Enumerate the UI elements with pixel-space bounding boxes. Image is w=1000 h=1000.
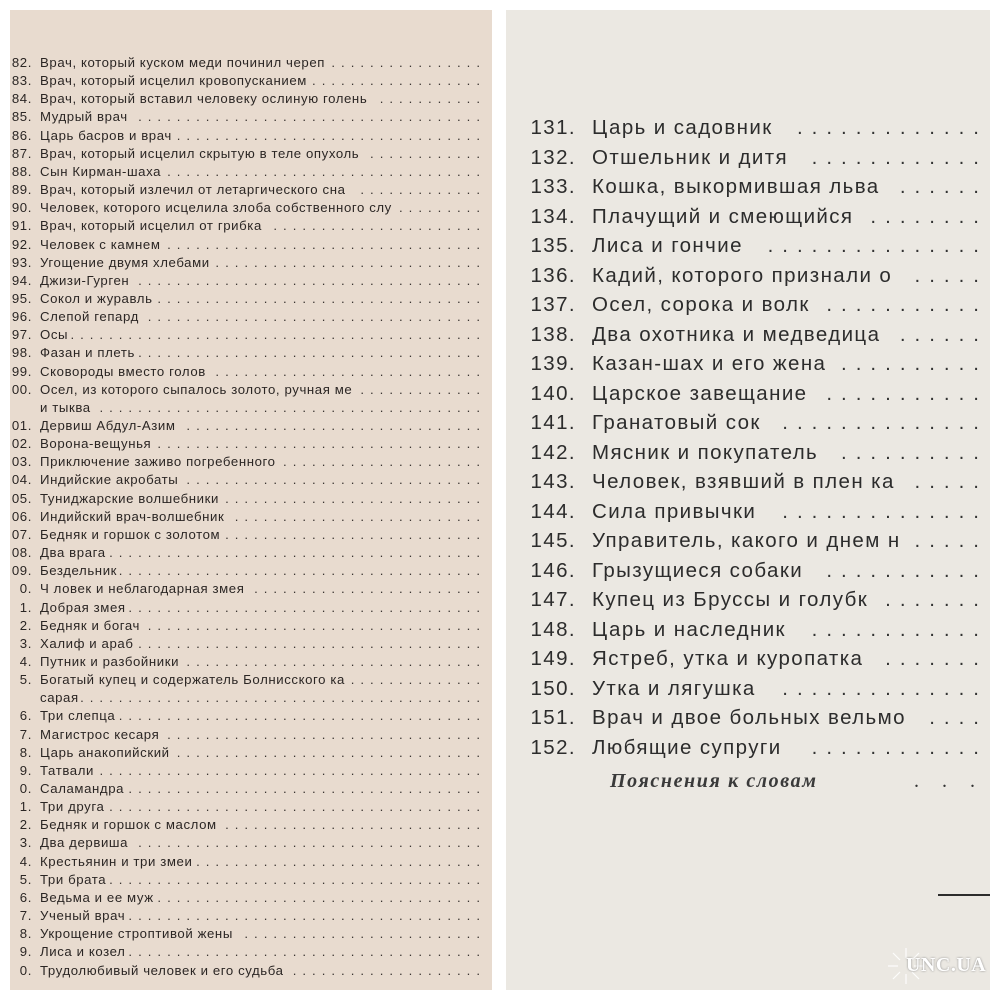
leader-dots: .............. — [782, 676, 988, 700]
entry-title: Осел, сорока и волк — [592, 293, 810, 316]
leader-dots: ........... — [379, 91, 486, 107]
entry-number: 86. — [11, 127, 32, 143]
entry-title: Два охотника и медведица — [592, 322, 881, 346]
entry-title: Царь анакопийский — [40, 744, 170, 760]
leader-dots: ..... — [914, 263, 988, 287]
entry-number: 06. — [11, 508, 32, 524]
entry-number: 9. — [19, 944, 32, 960]
leader-dots: ................................. — [167, 163, 486, 179]
entry-title: Индийские акробаты — [40, 472, 179, 488]
leader-dots: ..... — [914, 470, 988, 493]
leader-dots: ..... — [914, 529, 988, 552]
leader-dots: .................................. — [157, 889, 486, 905]
entry-number: 2. — [19, 817, 32, 833]
entry-title: Бедняк и горшок с золотом — [40, 526, 221, 542]
entry-title: Три слепца — [40, 708, 116, 724]
entry-title: Саламандра — [40, 781, 125, 796]
entry-number: 6. — [19, 889, 32, 905]
leader-dots: ........................... — [225, 526, 486, 542]
leader-dots: ............ — [811, 735, 988, 759]
entry-title: Крестьянин и три змеи — [40, 853, 193, 869]
entry-title: Царь басров и врач — [40, 127, 172, 143]
leader-dots: ..................................... — [128, 908, 486, 924]
entry-number: 1. — [19, 799, 32, 815]
leader-dots: ........................... — [225, 490, 486, 506]
entry-title: Осел, из которого сыпалось золото, ручная ме — [40, 381, 353, 397]
entry-number: 92. — [11, 236, 32, 252]
entry-number: 89. — [11, 182, 32, 198]
entry-title: Фазан и плеть — [40, 345, 136, 361]
entry-number: 0. — [19, 781, 32, 796]
entry-title: Мясник и покупатель — [592, 440, 819, 464]
entry-number: 145. — [530, 529, 576, 552]
entry-number: 131. — [530, 116, 576, 139]
leader-dots: ............ — [811, 145, 988, 169]
leader-dots: ..................................... — [128, 944, 486, 960]
entry-title: Врач, который вставил человеку ослиную голень — [40, 91, 368, 107]
entry-title: Бедняк и горшок с маслом — [40, 817, 217, 833]
leader-dots: .... — [929, 706, 988, 729]
leader-dots: .................................. — [157, 290, 486, 306]
entry-number: 1. — [19, 599, 32, 615]
leader-dots: ....................................... — [109, 871, 486, 887]
entry-title: Любящие супруги — [592, 735, 782, 759]
entry-number: 9. — [19, 762, 32, 778]
leader-dots: .......................... — [234, 508, 486, 524]
entry-number: 01. — [11, 418, 32, 433]
entry-number: 143. — [530, 470, 576, 493]
leader-dots: ....................................... — [109, 799, 486, 815]
entry-title: Сковороды вместо голов — [40, 363, 206, 379]
entry-title: Туниджарские волшебники — [40, 490, 219, 506]
entry-number: 5. — [19, 871, 32, 887]
entry-title: Богатый купец и содержатель Болнисского ка — [40, 672, 345, 688]
leader-dots: ....... — [885, 588, 988, 611]
entry-title: Трудолюбивый человек и его судьба — [40, 962, 284, 978]
entry-number: 132. — [530, 145, 576, 169]
entry-number: 98. — [11, 345, 32, 361]
entry-title: Лиса и гончие — [592, 234, 743, 257]
entry-number: 138. — [530, 322, 576, 346]
entry-number: 137. — [530, 293, 576, 316]
leader-dots: .................... — [292, 962, 486, 978]
entry-title: Индийский врач-волшебник — [40, 508, 225, 524]
leader-dots: ..................................... — [128, 781, 486, 796]
entry-number: 05. — [11, 490, 32, 506]
entry-number: 146. — [530, 558, 576, 582]
leader-dots: ...................................... — [118, 708, 486, 724]
entry-number: 82. — [11, 55, 32, 70]
left-page-toc — [10, 10, 492, 990]
leader-dots: ........................................ — [99, 399, 486, 415]
entry-number: 95. — [11, 290, 32, 306]
entry-title: Кошка, выкормившая льва — [592, 175, 880, 198]
entry-title: Три брата — [40, 871, 107, 887]
entry-title: Врач, который куском меди починил череп — [40, 55, 326, 70]
horizontal-rule — [938, 894, 990, 896]
entry-number: 08. — [11, 545, 32, 561]
entry-number: 03. — [11, 454, 32, 470]
entry-title: Гранатовый сок — [592, 411, 761, 434]
entry-number: 150. — [530, 676, 576, 700]
entry-title: Грызущиеся собаки — [592, 558, 804, 582]
entry-title: Отшельник и дитя — [592, 145, 789, 169]
leader-dots: ............. — [360, 381, 486, 397]
leader-dots: .................................. — [157, 436, 486, 452]
leader-dots: ........... — [826, 293, 988, 316]
entry-number: 148. — [530, 617, 576, 641]
entry-number: 83. — [11, 73, 32, 89]
leader-dots: .............................. — [196, 853, 486, 869]
leader-dots: .............. — [782, 499, 988, 523]
watermark — [886, 940, 990, 990]
entry-title: сарая — [40, 690, 79, 706]
entry-title: Татвали — [40, 762, 94, 778]
entry-number: 136. — [530, 263, 576, 287]
leader-dots: ............................... — [186, 472, 486, 488]
entry-title: Царь и наследник — [592, 617, 786, 641]
leader-dots: ...................... — [273, 218, 486, 234]
leader-dots: ............................... — [186, 653, 486, 669]
entry-number: 144. — [530, 499, 576, 523]
leader-dots: ..................................... — [128, 599, 486, 615]
leader-dots: ........... — [826, 381, 988, 405]
entry-number: 96. — [11, 309, 32, 325]
leader-dots: ..................... — [283, 454, 486, 470]
entry-number: 5. — [19, 672, 32, 688]
leader-dots: ............................ — [215, 254, 486, 270]
entry-title: Кадий, которого признали о — [592, 263, 893, 287]
entry-title: Джизи-Гурген — [40, 272, 130, 288]
entry-number: 02. — [11, 436, 32, 452]
entry-number: 4. — [19, 653, 32, 669]
entry-title: Человек, которого исцелила злоба собственного слу — [40, 200, 392, 216]
leader-dots: ............................ — [215, 363, 486, 379]
entry-title: Слепой гепард — [40, 309, 139, 325]
entry-title: Путник и разбойники — [40, 653, 180, 669]
leader-dots: ...... — [899, 175, 988, 198]
entry-title: Врач, который исцелил скрытую в теле опухоль — [40, 145, 360, 161]
entry-title: Сила привычки — [592, 499, 757, 523]
entry-number: 3. — [19, 835, 32, 851]
entry-number: 6. — [19, 708, 32, 724]
entry-title: Угощение двумя хлебами — [40, 254, 210, 270]
entry-number: 07. — [11, 526, 32, 542]
leader-dots: ........... — [826, 558, 988, 582]
entry-title: Осы — [40, 327, 69, 343]
leader-dots: ....................................... — [109, 545, 486, 561]
entry-title: Магистрос кесаря — [40, 726, 160, 742]
entry-number: 8. — [19, 744, 32, 760]
entry-number: 93. — [11, 254, 32, 270]
leader-dots: ......... — [399, 200, 486, 216]
entry-title: Купец из Бруссы и голубк — [592, 588, 869, 611]
leader-dots: ......................... — [244, 926, 486, 942]
leader-dots: ........................ — [254, 581, 486, 597]
entry-number: 140. — [530, 381, 576, 405]
leader-dots: ............................... — [186, 418, 486, 433]
entry-number: 135. — [530, 234, 576, 257]
leader-dots: .................................... — [138, 835, 486, 851]
entry-title: Два дервиша — [40, 835, 129, 851]
entry-title: Добрая змея — [40, 599, 126, 615]
footer-note: Пояснения к словам — [610, 770, 818, 792]
entry-title: Сын Кирман-шаха — [40, 163, 162, 179]
entry-title: Человек, взявший в плен ка — [592, 470, 895, 493]
entry-number: 152. — [530, 735, 576, 759]
leader-dots: ................................. — [167, 726, 486, 742]
leader-dots: ............ — [370, 145, 486, 161]
entry-number: 133. — [530, 175, 576, 198]
leader-dots: ...... — [899, 322, 988, 346]
leader-dots: ............... — [767, 234, 988, 257]
entry-number: 7. — [19, 908, 32, 924]
entry-number: 3. — [19, 635, 32, 651]
leader-dots: ................ — [331, 55, 486, 70]
entry-number: 91. — [11, 218, 32, 234]
entry-number: 00. — [11, 381, 32, 397]
entry-title: Врач, который исцелил от грибка — [40, 218, 262, 234]
entry-title: Сокол и журавль — [40, 290, 153, 306]
entry-number: 09. — [11, 563, 32, 579]
entry-title: Ворона-вещунья — [40, 436, 152, 452]
entry-title: Два врага — [40, 545, 106, 561]
leader-dots: ................................. — [167, 236, 486, 252]
entry-title: Казан-шах и его жена — [592, 352, 827, 375]
entry-title: Бездельник — [40, 563, 118, 579]
leader-dots: .............. — [782, 411, 988, 434]
entry-title: Врач, который излечил от летаргического сна — [40, 182, 346, 198]
leader-dots: .................................... — [138, 345, 486, 361]
leader-dots: ................................... — [147, 617, 486, 633]
entry-number: 84. — [11, 91, 32, 107]
entry-title: Лиса и козел — [40, 944, 126, 960]
entry-number: 0. — [19, 962, 32, 978]
entry-number: 90. — [11, 200, 32, 216]
entry-number: 04. — [11, 472, 32, 488]
entry-number: 94. — [11, 272, 32, 288]
entry-title: Приключение заживо погребенного — [40, 454, 276, 470]
entry-title: Врач и двое больных вельмо — [592, 706, 906, 729]
leader-dots: ....... — [885, 647, 988, 670]
entry-title: Три друга — [40, 799, 105, 815]
leader-dots: ........................................... — [70, 327, 486, 343]
entry-number: 85. — [11, 109, 32, 125]
leader-dots: .................................... — [138, 635, 486, 651]
leader-dots: ................................ — [176, 744, 486, 760]
leader-dots: ........................................ — [99, 762, 486, 778]
entry-title: Человек с камнем — [40, 236, 161, 252]
entry-number: 87. — [11, 145, 32, 161]
leader-dots: ............ — [811, 617, 988, 641]
entry-number: 4. — [19, 853, 32, 869]
footer-leader-dots: . . . — [914, 770, 984, 792]
entry-title: Плачущий и смеющийся — [592, 204, 854, 228]
leader-dots: ............. — [796, 116, 988, 139]
entry-number: 142. — [530, 440, 576, 464]
leader-dots: .................................... — [138, 272, 486, 288]
leader-dots: .................. — [312, 73, 486, 89]
leader-dots: .............. — [350, 672, 486, 688]
entry-title: Царь и садовник — [592, 116, 773, 139]
entry-title: Дервиш Абдул-Азим — [40, 418, 176, 433]
entry-title: Мудрый врач — [40, 109, 128, 125]
entry-title: Ученый врач — [40, 908, 126, 924]
entry-title: Утка и лягушка — [592, 676, 756, 700]
leader-dots: ........ — [870, 204, 988, 228]
entry-title: Царское завещание — [592, 381, 808, 405]
entry-title: и тыква — [40, 399, 91, 415]
entry-title: Халиф и араб — [40, 635, 134, 651]
leader-dots: .......................................... — [80, 690, 486, 706]
leader-dots: ...................................... — [118, 563, 486, 579]
entry-number: 134. — [530, 204, 576, 228]
entry-number: 99. — [11, 363, 32, 379]
entry-number: 147. — [530, 588, 576, 611]
entry-number: 97. — [11, 327, 32, 343]
entry-title: Врач, который исцелил кровопусканием — [40, 73, 307, 89]
leader-dots: ................................ — [176, 127, 486, 143]
leader-dots: ........................... — [225, 817, 486, 833]
entry-number: 2. — [19, 617, 32, 633]
entry-number: 141. — [530, 411, 576, 434]
entry-title: Ч ловек и неблагодарная змея — [40, 581, 245, 597]
entry-number: 0. — [19, 581, 32, 597]
entry-title: Бедняк и богач — [40, 617, 141, 633]
entry-number: 139. — [530, 352, 576, 375]
watermark-text: UNC.UA — [906, 954, 987, 976]
entry-title: Управитель, какого и днем н — [592, 529, 901, 552]
leader-dots: .......... — [841, 440, 988, 464]
leader-dots: ............. — [360, 182, 486, 198]
entry-title: Укрощение строптивой жены — [40, 926, 233, 942]
leader-dots: ................................... — [147, 309, 486, 325]
entry-number: 88. — [11, 163, 32, 179]
right-page-toc — [506, 10, 990, 990]
page-gutter — [492, 0, 506, 1000]
entry-title: Ведьма и ее муж — [40, 889, 154, 905]
leader-dots: .......... — [841, 352, 988, 375]
entry-number: 8. — [19, 926, 32, 942]
entry-title: Ястреб, утка и куропатка — [592, 647, 864, 670]
leader-dots: .................................... — [138, 109, 486, 125]
entry-number: 151. — [530, 706, 576, 729]
entry-number: 7. — [19, 726, 32, 742]
entry-number: 149. — [530, 647, 576, 670]
